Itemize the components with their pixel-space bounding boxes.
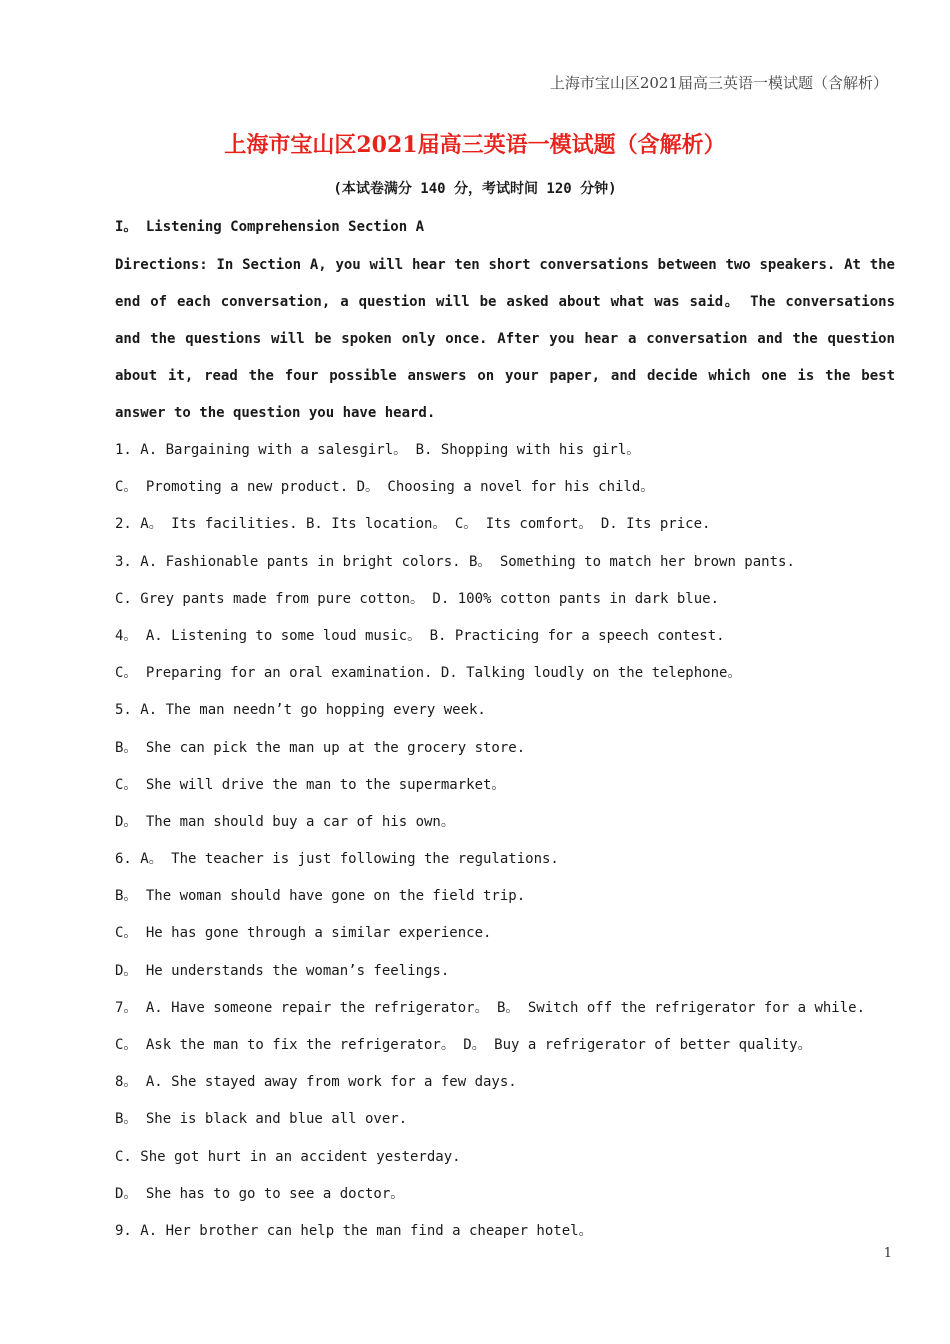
question-line: 4。 A. Listening to some loud music。 B. Practicing for a speech contest. — [115, 627, 725, 644]
question-line: C. She got hurt in an accident yesterday. — [115, 1148, 461, 1165]
question-line: 2. A。 Its facilities. B. Its location。 C。 Its comfort。 D. Its price. — [115, 516, 711, 533]
question-line: B。 She can pick the man up at the grocery store. — [115, 739, 526, 756]
question-line: D。 The man should buy a car of his own。 — [115, 813, 455, 830]
section-heading: I。 Listening Comprehension Section A — [115, 219, 425, 235]
question-line: 9. A. Her brother can help the man find a cheaper hotel。 — [115, 1222, 593, 1239]
question-line: 3. A. Fashionable pants in bright colors. B。 Something to match her brown pants. — [115, 553, 795, 570]
document-title: 上海市宝山区2021届高三英语一模试题（含解析） — [224, 132, 726, 158]
question-line: 5. A. The man needn’t go hopping every week. — [115, 702, 486, 719]
question-line: 1. A. Bargaining with a salesgirl。 B. Shopping with his girl。 — [115, 442, 641, 458]
question-line: C。 Promoting a new product. D。 Choosing a novel for his child。 — [115, 479, 655, 496]
question-line: D。 She has to go to see a doctor。 — [115, 1185, 405, 1202]
question-line: 7。 A. Have someone repair the refrigerator。 B。 Switch off the refrigerator for a while. — [115, 999, 866, 1016]
running-header: 上海市宝山区2021届高三英语一模试题（含解析） — [549, 74, 888, 92]
question-line: B。 She is black and blue all over. — [115, 1111, 408, 1128]
directions-paragraph: Directions: In Section A, you will hear ten short conversations between two speakers. At the end of each conversation, a question will be asked about what was said。 The conversations and the questions will be spoken only once. After you hear a conversation and the question about it, read the four possible answers on your paper, and decide which one is the best answer to the question you have heard. — [115, 257, 895, 421]
question-line: B。 The woman should have gone on the field trip. — [115, 888, 526, 905]
exam-info: (本试卷满分 140 分，考试时间 120 分钟) — [333, 181, 617, 197]
question-line: C。 Ask the man to fix the refrigerator。 D。 Buy a refrigerator of better quality。 — [115, 1037, 812, 1053]
question-list — [115, 432, 905, 1250]
question-line: D。 He understands the woman’s feelings. — [115, 962, 450, 979]
question-line: 6. A。 The teacher is just following the regulations. — [115, 851, 559, 868]
question-line: 8。 A. She stayed away from work for a few days. — [115, 1074, 517, 1091]
question-line: C。 Preparing for an oral examination. D. Talking loudly on the telephone。 — [115, 665, 742, 682]
page-number: 1 — [883, 1246, 892, 1261]
question-line: C。 He has gone through a similar experience. — [115, 925, 492, 942]
question-line: C。 She will drive the man to the supermarket。 — [115, 776, 506, 793]
question-line: C. Grey pants made from pure cotton。 D. 100% cotton pants in dark blue. — [115, 590, 720, 607]
